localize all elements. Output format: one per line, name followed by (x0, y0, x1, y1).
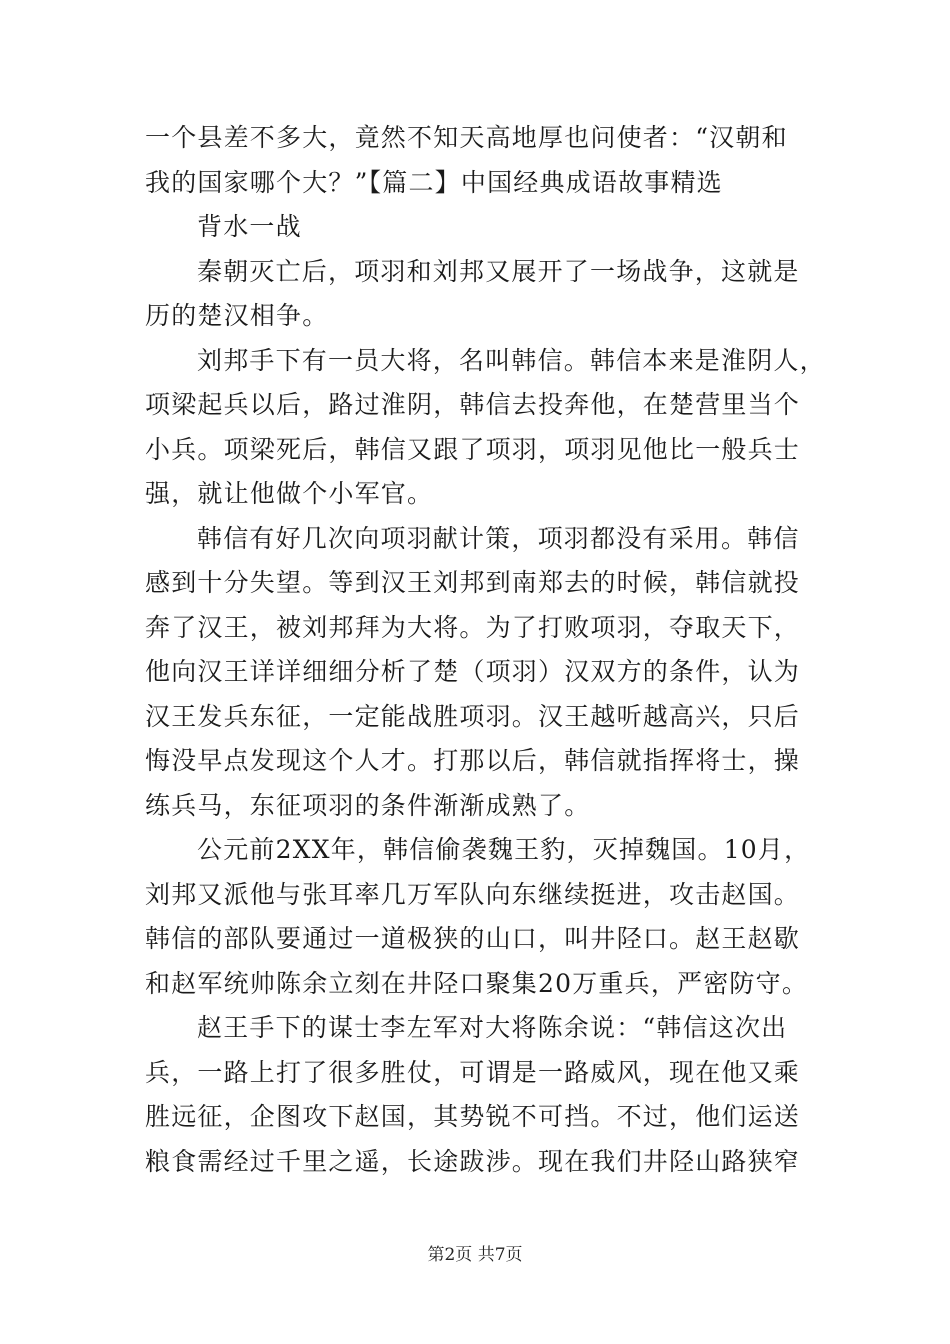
text-line: 我的国家哪个大？”【篇二】中国经典成语故事精选 (145, 167, 723, 197)
text-line: 胜远征，企图攻下赵国，其势锐不可挡。不过，他们运送 (145, 1102, 801, 1131)
text-line: 刘邦又派他与张耳率几万军队向东继续挺进，攻击赵国。 (145, 879, 801, 909)
text-line: 小兵。项梁死后，韩信又跟了项羽，项羽见他比一般兵士 (145, 434, 801, 464)
text-line: 韩信有好几次向项羽献计策，项羽都没有采用。韩信 (197, 523, 800, 553)
text-line: 公元前2XX年，韩信偷袭魏王豹，灭掉魏国。10月， (197, 835, 811, 864)
text-line: 一个县差不多大，竟然不知天高地厚也问使者：“汉朝和 (145, 123, 788, 152)
text-line: 项梁起兵以后，路过淮阴，韩信去投奔他，在楚营里当个 (145, 390, 801, 419)
text-line: 粮食需经过千里之遥，长途跋涉。现在我们井陉山路狭窄 (145, 1146, 801, 1176)
text-line: 历的楚汉相争。 (145, 301, 329, 330)
text-line: 韩信的部队要通过一道极狭的山口，叫井陉口。赵王赵歇 (145, 924, 801, 953)
text-line: 奔了汉王，被刘邦拜为大将。为了打败项羽，夺取天下， (145, 612, 801, 642)
text-line: 和赵军统帅陈余立刻在井陉口聚集20万重兵，严密防守。 (145, 968, 809, 998)
text-line: 练兵马，东征项羽的条件渐渐成熟了。 (145, 790, 591, 820)
text-line: 强，就让他做个小军官。 (145, 479, 434, 508)
text-line: 汉王发兵东征，一定能战胜项羽。汉王越听越高兴，只后 (145, 701, 801, 731)
text-line: 秦朝灭亡后，项羽和刘邦又展开了一场战争，这就是 (197, 256, 800, 286)
text-line: 背水一战 (197, 212, 302, 241)
body-text (145, 116, 826, 1184)
text-line: 悔没早点发现这个人才。打那以后，韩信就指挥将士，操 (145, 746, 801, 775)
page-number-footer: 第2页 共7页 (427, 1245, 523, 1265)
text-line: 赵王手下的谋士李左军对大将陈余说：“韩信这次出 (197, 1013, 788, 1042)
text-line: 他向汉王详详细细分析了楚（项羽）汉双方的条件，认为 (145, 657, 801, 686)
text-line: 感到十分失望。等到汉王刘邦到南郑去的时候，韩信就投 (145, 568, 801, 597)
text-line: 兵，一路上打了很多胜仗，可谓是一路威风，现在他又乘 (145, 1057, 801, 1087)
text-line: 刘邦手下有一员大将，名叫韩信。韩信本来是淮阴人， (197, 345, 826, 375)
